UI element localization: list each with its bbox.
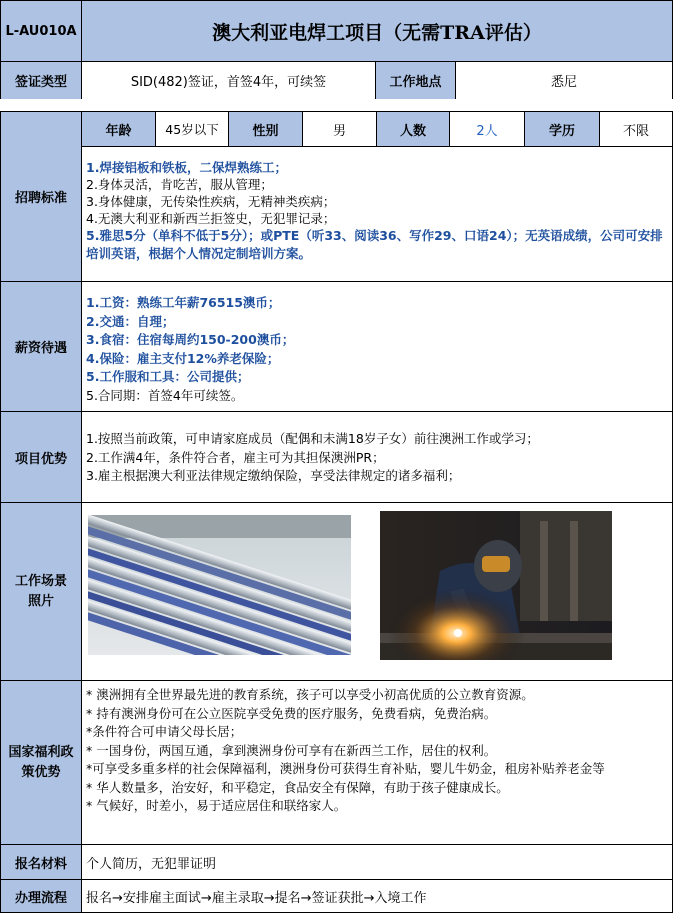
age-value — [155, 111, 229, 147]
gender-label-text: 性别 — [252, 123, 279, 139]
advantages-label-text: 项目优势 — [14, 451, 67, 467]
headcount-value-text: 2人 — [476, 123, 498, 139]
recruitment-label-text: 招聘标准 — [14, 191, 67, 206]
recruitment-item: 1.焊接铝板和铁板，二保焊熟练工； — [86, 160, 287, 175]
education-value-text: 不限 — [622, 123, 649, 139]
photos-label-text: 工作场景照片 — [14, 573, 67, 609]
advantage-item: 2.工作满4年，条件符合者，雇主可为其担保澳洲PR； — [86, 449, 385, 465]
visa-type-label — [0, 61, 82, 100]
project-code-text: L-AU010A — [5, 23, 77, 39]
advantages-content — [81, 411, 673, 503]
project-code — [0, 0, 82, 62]
gender-value — [302, 111, 377, 147]
advantages-label — [0, 411, 82, 503]
policy-label — [0, 680, 82, 845]
materials-label — [0, 844, 82, 880]
recruitment-item: 3.身体健康，无传染性疾病，无精神类疾病； — [86, 194, 336, 209]
visa-type-value — [81, 61, 376, 100]
salary-item: 5.合同期：首签4年可续签。 — [86, 387, 244, 403]
work-location-value-text: 悉尼 — [550, 75, 577, 90]
recruitment-label — [0, 111, 82, 282]
recruitment-content — [81, 146, 673, 282]
welder-image — [380, 511, 612, 660]
page-title — [81, 0, 673, 62]
salary-item: 1.工资：熟练工年薪76515澳币； — [86, 295, 281, 310]
materials-value-text: 个人简历，无犯罪证明 — [86, 856, 217, 872]
age-label-text: 年龄 — [105, 123, 132, 139]
salary-label-text: 薪资待遇 — [14, 341, 67, 356]
process-value-text: 报名→安排雇主面试→雇主录取→提名→签证获批→入境工作 — [86, 890, 427, 906]
gender-label — [228, 111, 303, 147]
policy-item: * 气候好，时差小，易于适应居住和联络家人。 — [86, 798, 347, 813]
salary-label — [0, 281, 82, 412]
policy-item: * 澳洲拥有全世界最先进的教育系统，孩子可以享受小初高优质的公立教育资源。 — [86, 687, 534, 702]
visa-type-label-text: 签证类型 — [14, 75, 67, 90]
materials-value — [81, 844, 673, 880]
advantage-item: 3.雇主根据澳大利亚法律规定缴纳保险，享受法律规定的诸多福利； — [86, 468, 461, 483]
policy-item: * 持有澳洲身份可在公立医院享受免费的医疗服务，免费看病，免费治病。 — [86, 705, 497, 721]
aluminum-profiles-image — [87, 514, 352, 656]
education-value — [599, 111, 673, 147]
policy-content — [81, 680, 673, 845]
salary-content — [81, 281, 673, 412]
policy-item: * 一国身份，两国互通，拿到澳洲身份可享有在新西兰工作，居住的权利。 — [86, 742, 497, 758]
policy-item: *可享受多重多样的社会保障福利，澳洲身份可获得生育补贴，婴儿牛奶金，租房补贴养老金等 — [86, 761, 605, 776]
policy-item: * 华人数量多，治安好，和平稳定，食品安全有保障，有助于孩子健康成长。 — [86, 779, 509, 795]
advantage-item: 1.按照当前政策，可申请家庭成员（配偶和未满18岁子女）前往澳洲工作或学习； — [86, 431, 539, 446]
process-value — [81, 879, 673, 913]
salary-item: 4.保险：雇主支付12%养老保险； — [86, 350, 280, 366]
process-label — [0, 879, 82, 913]
work-location-label-text: 工作地点 — [389, 75, 442, 90]
headcount-value — [449, 111, 525, 147]
education-label-text: 学历 — [548, 123, 575, 139]
recruitment-item: 2.身体灵活，肯吃苦，服从管理； — [86, 177, 273, 192]
headcount-label-text: 人数 — [399, 123, 426, 139]
process-label-text: 办理流程 — [14, 890, 67, 906]
headcount-label — [376, 111, 450, 147]
work-location-value — [455, 61, 673, 100]
recruitment-item: 5.雅思5分（单科不低于5分）；或PTE（听33、阅读36、写作29、口语24）；无英语成绩，公司可安排培训英语，根据个人情况定制培训方案。 — [86, 228, 663, 261]
policy-item: *条件符合可申请父母长居； — [86, 724, 243, 739]
visa-type-value-text: SID(482)签证，首签4年，可续签 — [130, 75, 327, 90]
policy-label-text: 国家福利政策优势 — [8, 744, 74, 780]
salary-item: 5.工作服和工具：公司提供； — [86, 369, 250, 384]
materials-label-text: 报名材料 — [14, 856, 67, 872]
salary-item: 3.食宿：住宿每周约150-200澳币； — [86, 332, 295, 347]
page-title-text: 澳大利亚电焊工项目（无需TRA评估） — [212, 21, 542, 44]
photos-label — [0, 502, 82, 681]
work-location-label — [375, 61, 456, 100]
aluminum-profiles-photo — [87, 514, 352, 656]
welder-photo — [380, 511, 612, 660]
salary-item: 2.交通：自理； — [86, 313, 175, 329]
education-label — [524, 111, 600, 147]
age-value-text: 45岁以下 — [165, 122, 219, 137]
gender-value-text: 男 — [332, 123, 346, 139]
age-label — [81, 111, 156, 147]
recruitment-item: 4.无澳大利亚和新西兰拒签史，无犯罪记录； — [86, 211, 336, 226]
